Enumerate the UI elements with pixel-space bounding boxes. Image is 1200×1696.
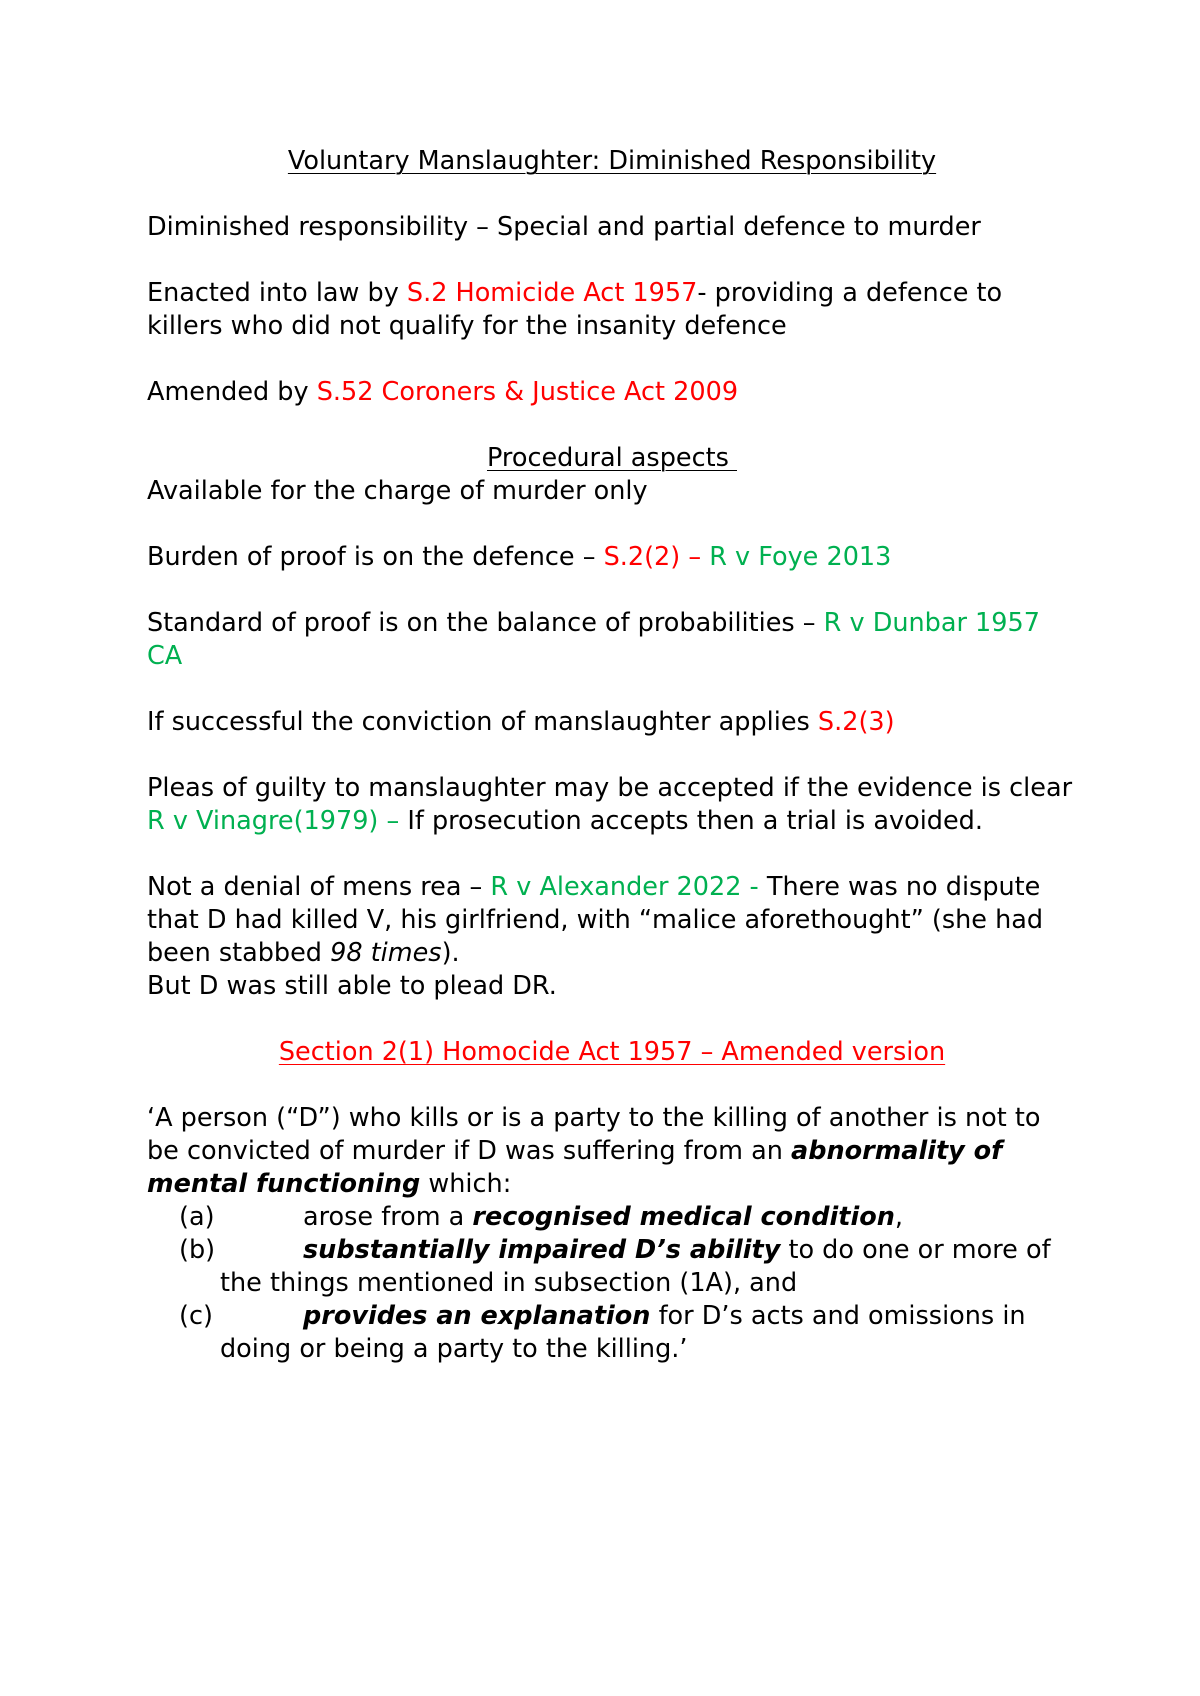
paragraph-pleas [147, 772, 1077, 838]
quote-intro-end: which: [420, 1169, 512, 1199]
enacted-text-rest: - providing a defence to killers who did not qualify for the insanity defence [147, 278, 1003, 341]
italic-emphasis: 98 times [330, 938, 442, 968]
heading-section-text: Section 2(1) Homocide Act 1957 – Amended version [278, 1037, 946, 1067]
paragraph-definition: Diminished responsibility – Special and partial defence to murder [147, 212, 981, 242]
standard-text: Standard of proof is on the balance of probabilities – [147, 608, 824, 638]
statute-reference: S.2(3) [817, 707, 895, 737]
pleas-text: Pleas of guilty to manslaughter may be accepted if the evidence is clear [147, 773, 1073, 803]
item-text: arose from a [303, 1202, 473, 1232]
item-text-end: to do one or more of the things mentioned in subsection (1A), and [220, 1235, 1051, 1298]
statute-item-b [147, 1234, 1077, 1300]
paragraph-burden [147, 541, 1077, 574]
mens-rea-text-rest: There was no dispute that D had killed V, his girlfriend, with “malice aforethought” (she had been stabbed [147, 872, 1044, 968]
mens-rea-text-end: ). [441, 938, 460, 968]
paragraph-availability: Available for the charge of murder only [147, 476, 648, 506]
case-reference: R v Vinagre(1979) – [147, 806, 400, 836]
paragraph-conviction [147, 706, 1077, 739]
heading-procedural-text: Procedural aspects [486, 443, 737, 473]
document-body [147, 145, 1077, 1366]
document-title-text: Voluntary Manslaughter: Diminished Responsibility [287, 146, 937, 176]
statute-reference: S.52 Coroners & Justice Act 2009 [316, 377, 739, 407]
paragraph-amended [147, 376, 1077, 409]
case-reference: R v Foye 2013 [709, 542, 892, 572]
enacted-text: Enacted into law by [147, 278, 407, 308]
heading-section-2-1 [147, 1036, 1077, 1069]
conviction-text: If successful the conviction of manslaughter applies [147, 707, 818, 737]
heading-procedural-aspects [147, 442, 1077, 475]
quote-intro-bold: abnormality of mental functioning [147, 1136, 1003, 1199]
statute-quote-intro [147, 1102, 1077, 1201]
item-marker: (c) [179, 1301, 213, 1331]
statute-reference: S.2(2) – [603, 542, 710, 572]
item-bold: provides an explanation [303, 1301, 651, 1331]
statute-reference: S.2 Homicide Act 1957 [406, 278, 698, 308]
item-marker: (b) [179, 1235, 216, 1265]
statute-item-c [147, 1300, 1077, 1366]
mens-rea-text: Not a denial of mens rea – [147, 872, 491, 902]
item-text-end: , [894, 1202, 903, 1232]
paragraph-enacted [147, 277, 1077, 343]
paragraph-mens-rea [147, 871, 1077, 970]
item-bold: recognised medical condition [472, 1202, 895, 1232]
case-reference: R v Dunbar 1957 CA [147, 608, 1040, 671]
item-marker: (a) [179, 1202, 215, 1232]
case-reference: R v Alexander 2022 - [490, 872, 759, 902]
paragraph-standard [147, 607, 1077, 673]
pleas-text-rest: If prosecution accepts then a trial is avoided. [399, 806, 983, 836]
statute-item-a [147, 1201, 1077, 1234]
burden-text: Burden of proof is on the defence – [147, 542, 604, 572]
document-title [147, 145, 1077, 178]
quote-intro-text: ‘A person (“D”) who kills or is a party to the killing of another is not to be convicted of murder if D was suffering from an [147, 1103, 1041, 1166]
amended-text: Amended by [147, 377, 317, 407]
paragraph-mens-rea-line2: But D was still able to plead DR. [147, 971, 557, 1001]
item-bold: substantially impaired D’s ability [303, 1235, 781, 1265]
item-text-end: for D’s acts and omissions in doing or being a party to the killing.’ [220, 1301, 1026, 1364]
